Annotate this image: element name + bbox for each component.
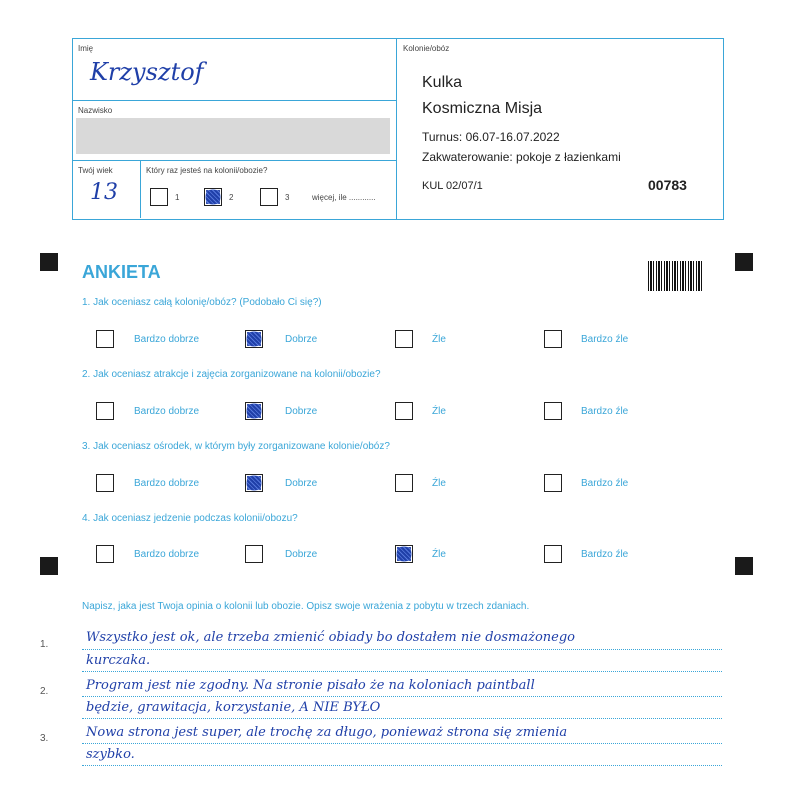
opinion-answer-line-5[interactable]: Nowa strona jest super, ale trochę za długo, ponieważ strona się zmienia (86, 725, 568, 740)
ktory-raz-option-2: 2 (229, 193, 234, 202)
opinion-line (82, 696, 722, 697)
registration-marker-top-right (735, 253, 753, 271)
opinion-line (82, 649, 722, 650)
q4-label-bardzo-dobrze: Bardzo dobrze (134, 549, 200, 560)
opinion-answer-line-2[interactable]: kurczaka. (86, 653, 151, 668)
q3-option-bardzo-dobrze[interactable] (96, 474, 114, 492)
q4-label-zle: Źle (432, 549, 446, 560)
q4-option-zle[interactable] (395, 545, 413, 563)
opinion-answer-line-1[interactable]: Wszystko jest ok, ale trzeba zmienić obiady bo dostałem nie dosmażonego (86, 630, 576, 645)
opinion-answer-line-6[interactable]: szybko. (86, 747, 135, 762)
nazwisko-redacted (76, 118, 390, 154)
opinion-line (82, 718, 722, 719)
q3-option-zle[interactable] (395, 474, 413, 492)
survey-title: ANKIETA (82, 262, 161, 282)
question-2: 2. Jak oceniasz atrakcje i zajęcia zorganizowane na kolonii/obozie? (82, 369, 381, 380)
header-divider (396, 38, 397, 219)
opinion-number-1: 1. (40, 639, 49, 650)
opinion-prompt: Napisz, jaka jest Twoja opinia o kolonii lub obozie. Opisz swoje wrażenia z pobytu w trzech zdaniach. (82, 601, 530, 612)
q1-label-zle: Źle (432, 334, 446, 345)
q1-option-bardzo-dobrze[interactable] (96, 330, 114, 348)
opinion-answer-line-3[interactable]: Program jest nie zgodny. Na stronie pisało że na koloniach paintball (86, 678, 535, 693)
kolonia-name: Kulka (422, 74, 463, 91)
opinion-number-2: 2. (40, 686, 49, 697)
q4-option-dobrze[interactable] (245, 545, 263, 563)
q1-label-dobrze: Dobrze (285, 334, 318, 345)
question-4: 4. Jak oceniasz jedzenie podczas kolonii/obozu? (82, 513, 298, 524)
q2-label-bardzo-zle: Bardzo źle (581, 406, 629, 417)
q2-option-bardzo-zle[interactable] (544, 402, 562, 420)
opinion-answer-line-4[interactable]: będzie, grawitacja, korzystanie, A NIE BYŁO (86, 700, 381, 715)
q3-label-bardzo-dobrze: Bardzo dobrze (134, 478, 200, 489)
q1-option-zle[interactable] (395, 330, 413, 348)
barcode-icon (648, 261, 703, 291)
imie-label: Imię (78, 44, 94, 53)
opinion-line (82, 743, 722, 744)
q2-label-dobrze: Dobrze (285, 406, 318, 417)
q4-label-dobrze: Dobrze (285, 549, 318, 560)
q1-label-bardzo-dobrze: Bardzo dobrze (134, 334, 200, 345)
ktory-raz-option-1: 1 (175, 193, 180, 202)
q3-option-bardzo-zle[interactable] (544, 474, 562, 492)
kolonia-label: Kolonie/obóz (403, 44, 450, 53)
ktory-raz-checkbox-1[interactable] (150, 188, 168, 206)
opinion-number-3: 3. (40, 733, 49, 744)
q2-label-bardzo-dobrze: Bardzo dobrze (134, 406, 200, 417)
registration-marker-bottom-left (40, 557, 58, 575)
q3-option-dobrze[interactable] (245, 474, 263, 492)
question-1: 1. Jak oceniasz całą kolonię/obóz? (Podobało Ci się?) (82, 297, 322, 308)
nazwisko-label: Nazwisko (78, 106, 113, 115)
registration-marker-bottom-right (735, 557, 753, 575)
wiecej-label: więcej, ile ............ (312, 193, 376, 202)
ktory-raz-checkbox-2[interactable] (204, 188, 222, 206)
q3-label-zle: Źle (432, 478, 446, 489)
q4-option-bardzo-dobrze[interactable] (96, 545, 114, 563)
opinion-line (82, 765, 722, 766)
q2-option-dobrze[interactable] (245, 402, 263, 420)
kolonia-program: Kosmiczna Misja (422, 100, 543, 117)
imie-value[interactable]: Krzysztof (90, 58, 204, 86)
q1-option-dobrze[interactable] (245, 330, 263, 348)
q3-label-dobrze: Dobrze (285, 478, 318, 489)
q2-option-bardzo-dobrze[interactable] (96, 402, 114, 420)
zakwaterowanie: Zakwaterowanie: pokoje z łazienkami (422, 150, 621, 164)
kod: KUL 02/07/1 (422, 180, 483, 192)
q2-label-zle: Źle (432, 406, 446, 417)
q4-label-bardzo-zle: Bardzo źle (581, 549, 629, 560)
ktory-raz-checkbox-3[interactable] (260, 188, 278, 206)
ktory-raz-option-3: 3 (285, 193, 290, 202)
q3-label-bardzo-zle: Bardzo źle (581, 478, 629, 489)
q4-option-bardzo-zle[interactable] (544, 545, 562, 563)
ktory-raz-label: Który raz jesteś na kolonii/obozie? (146, 166, 268, 175)
turnus: Turnus: 06.07-16.07.2022 (422, 130, 560, 144)
opinion-line (82, 671, 722, 672)
numer: 00783 (648, 177, 687, 193)
q2-option-zle[interactable] (395, 402, 413, 420)
registration-marker-top-left (40, 253, 58, 271)
q1-label-bardzo-zle: Bardzo źle (581, 334, 629, 345)
wiek-value[interactable]: 13 (90, 180, 118, 205)
question-3: 3. Jak oceniasz ośrodek, w którym były zorganizowane kolonie/obóz? (82, 441, 390, 452)
q1-option-bardzo-zle[interactable] (544, 330, 562, 348)
wiek-label: Twój wiek (78, 166, 113, 175)
